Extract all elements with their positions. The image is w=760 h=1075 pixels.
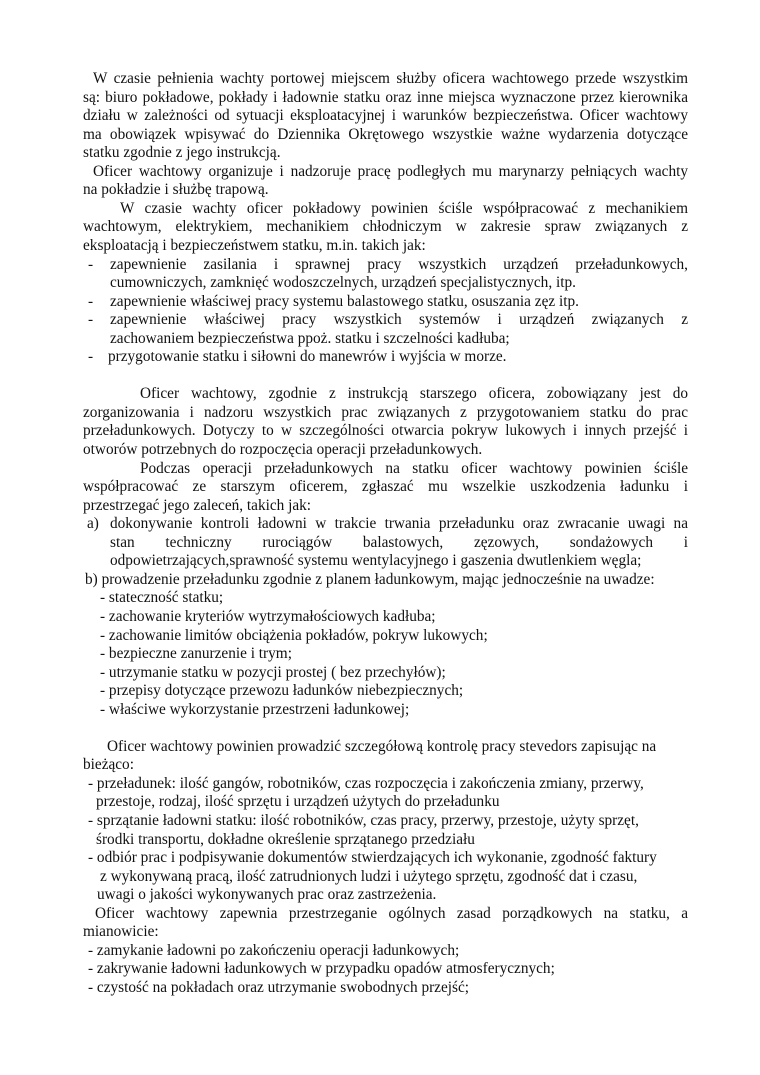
- sublist-item: - zachowanie limitów obciążenia pokładów, pokryw lukowych;: [100, 626, 488, 644]
- list-marker-a: a): [87, 515, 99, 533]
- list-item-line: zapewnienie zasilania i sprawnej pracy wszystkich urządzeń przeładunkowych,: [110, 255, 688, 273]
- list-item-line: - przeładunek: ilość gangów, robotników, czas rozpoczęcia i zakończenia zmiany, przerwy,: [88, 774, 644, 792]
- list-item-line: przestoje, rodzaj, ilość sprzętu i urządzeń użytych do przeładunku: [96, 793, 500, 811]
- paragraph-line: działu w zależności od sytuacji eksploatacyjnej i warunków bezpieczeństwa. Oficer wachtowy: [83, 107, 688, 125]
- sublist-item: - zachowanie kryteriów wytrzymałościowych kadłuba;: [100, 607, 436, 625]
- list-bullet: -: [88, 255, 94, 273]
- list-item-line: stan techniczny rurociągów balastowych, zęzowych, sondażowych i: [110, 533, 688, 551]
- paragraph-line: są: biuro pokładowe, pokłady i ładownie statku oraz inne miejsca wyznaczone przez kierownika: [83, 88, 688, 106]
- paragraph-line: statku zgodnie z jego instrukcją.: [83, 144, 281, 162]
- paragraph-line: eksploatacją i bezpieczeństwem statku, m.in. takich jak:: [83, 236, 426, 254]
- list-item-line: środki transportu, dokładne określenie sprzątanego przedziału: [96, 830, 475, 848]
- list-item-line: przygotowanie statku i siłowni do manewrów i wyjścia w morze.: [108, 348, 507, 366]
- paragraph-line: W czasie wachty oficer pokładowy powinien ściśle współpracować z mechanikiem: [120, 199, 688, 217]
- list-item-line: zapewnienie właściwej pracy wszystkich systemów i urządzeń związanych z: [110, 311, 688, 329]
- paragraph-line: Oficer wachtowy, zgodnie z instrukcją starszego oficera, zobowiązany jest do: [140, 385, 688, 403]
- paragraph-line: mianowicie:: [83, 923, 159, 941]
- paragraph-line: wachtowym, elektrykiem, mechanikiem chłodniczym w zakresie spraw związanych z: [83, 218, 688, 236]
- paragraph-line: przeładunkowych. Dotyczy to w szczególności otwarcia pokryw lukowych i innych przejść i: [83, 422, 688, 440]
- paragraph-line: otworów potrzebnych do rozpoczęcia operacji przeładunkowych.: [83, 441, 483, 458]
- sublist-item: - właściwe wykorzystanie przestrzeni ładunkowej;: [100, 700, 410, 718]
- paragraph-line: Podczas operacji przeładunkowych na statku oficer wachtowy powinien ściśle: [140, 459, 688, 477]
- paragraph-line: na pokładzie i służbę trapową.: [83, 181, 269, 199]
- list-item-line: - zamykanie ładowni po zakończeniu operacji ładunkowych;: [88, 941, 460, 959]
- paragraph-line: współpracować ze starszym oficerem, zgłaszać mu wszelkie uszkodzenia ładunku i: [83, 478, 688, 496]
- list-bullet: -: [88, 311, 94, 329]
- list-item-line: cumowniczych, zamknięć wodoszczelnych, urządzeń specjalistycznych, itp.: [110, 274, 576, 292]
- list-item-line: odpowietrzających,sprawność systemu wentylacyjnego i gaszenia dwutlenkiem węgla;: [110, 552, 642, 570]
- paragraph-line: Oficer wachtowy organizuje i nadzoruje pracę podległych mu marynarzy pełniących wachty: [93, 162, 688, 180]
- paragraph-line: W czasie pełnienia wachty portowej miejscem służby oficera wachtowego przede wszystkim: [93, 70, 688, 87]
- list-item-line: - odbiór prac i podpisywanie dokumentów stwierdzających ich wykonanie, zgodność faktury: [88, 849, 657, 867]
- paragraph-line: ma obowiązek wpisywać do Dziennika Okrętowego wszystkie ważne wydarzenia dotyczące: [83, 125, 688, 143]
- paragraph-line: bieżąco:: [83, 756, 134, 774]
- paragraph-line: przestrzegać jego zaleceń, takich jak:: [83, 496, 312, 514]
- list-item-line: - czystość na pokładach oraz utrzymanie swobodnych przejść;: [88, 978, 470, 996]
- list-item-line: zachowaniem bezpieczeństwa ppoż. statku i szczelności kadłuba;: [110, 329, 510, 347]
- sublist-item: - bezpieczne zanurzenie i trym;: [100, 645, 292, 663]
- list-bullet: -: [88, 292, 94, 310]
- list-item-line: uwagi o jakości wykonywanych prac oraz zastrzeżenia.: [97, 886, 437, 904]
- paragraph-line: zorganizowania i nadzoru wszystkich prac związanych z przygotowaniem statku do prac: [83, 403, 688, 421]
- list-item-line: zapewnienie właściwej pracy systemu balastowego statku, osuszania zęz itp.: [110, 292, 579, 310]
- list-item-line: z wykonywaną pracą, ilość zatrudnionych ludzi i użytego sprzętu, zgodność dat i czasu,: [100, 867, 638, 885]
- list-item-line: dokonywanie kontroli ładowni w trakcie trwania przeładunku oraz zwracanie uwagi na: [110, 515, 688, 533]
- sublist-item: - stateczność statku;: [100, 589, 224, 607]
- list-bullet: -: [88, 348, 94, 366]
- list-item-line: - zakrywanie ładowni ładunkowych w przypadku opadów atmosferycznych;: [88, 960, 555, 978]
- sublist-item: - przepisy dotyczące przewozu ładunków niebezpiecznych;: [100, 682, 464, 700]
- list-item-line: b) prowadzenie przeładunku zgodnie z planem ładunkowym, mając jednocześnie na uwadze:: [85, 570, 655, 588]
- paragraph-line: Oficer wachtowy zapewnia przestrzeganie ogólnych zasad porządkowych na statku, a: [95, 904, 688, 922]
- sublist-item: - utrzymanie statku w pozycji prostej ( bez przechyłów);: [100, 663, 446, 681]
- paragraph-line: Oficer wachtowy powinien prowadzić szczegółową kontrolę pracy stevedors zapisując na: [107, 737, 657, 755]
- list-item-line: - sprzątanie ładowni statku: ilość robotników, czas pracy, przerwy, przestoje, użyty sprzęt,: [88, 812, 639, 829]
